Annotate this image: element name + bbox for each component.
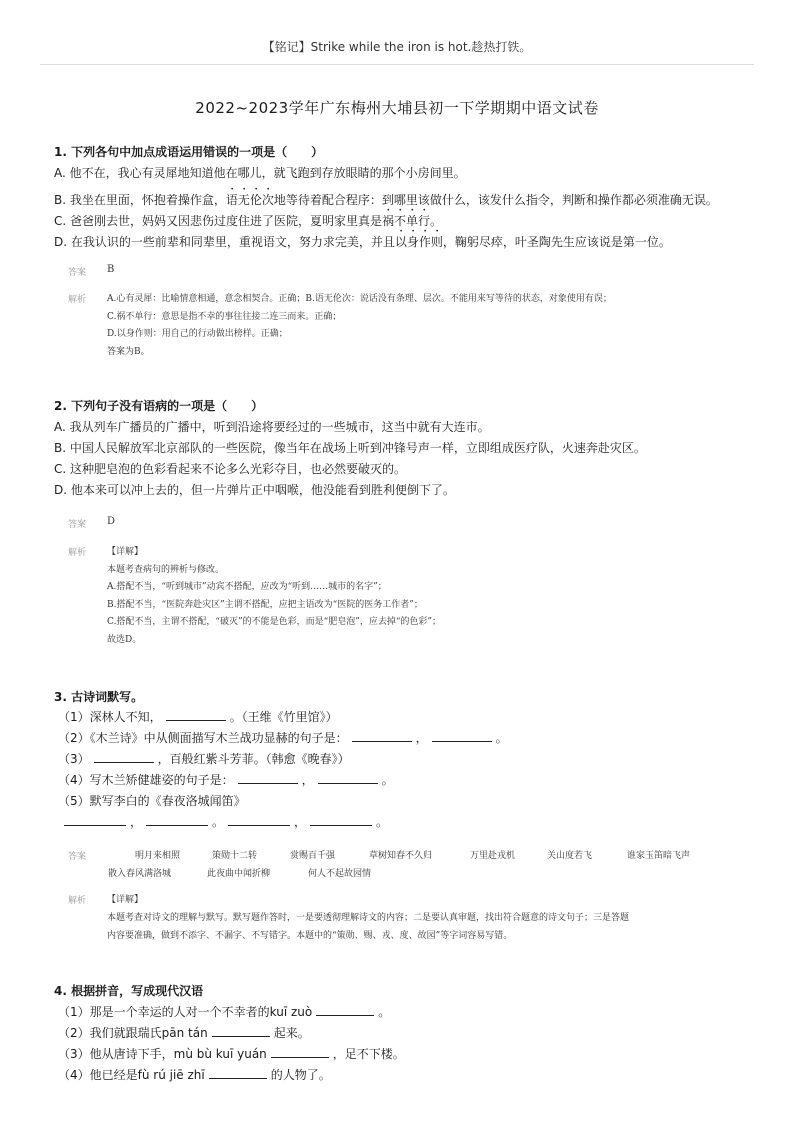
analysis-line: D.以身作则：用自己的行动做出榜样。正确； [107, 329, 288, 339]
question-2-option-c: C. 这种肥皂泡的色彩看起来不论多么光彩夺目，也必然要破灭的。 [54, 462, 407, 476]
answer-line: 谁家玉笛暗飞声 [627, 851, 691, 861]
option-text: 地等待着配合程序：到哪里该做什么，该发什么指令，判断和操作都必须准确无误。 [273, 193, 718, 207]
analysis-label: 解析 [68, 548, 87, 558]
answer-blank[interactable] [352, 730, 412, 742]
separator: 。 [212, 815, 225, 829]
option-text: C. 爸爸刚去世，妈妈又因悲伤过度住进了医院，夏明家里真是 [54, 214, 383, 228]
item-text: （2）《木兰诗》中从侧面描写木兰战功显赫的句子是： [58, 731, 348, 745]
question-1-stem: 1. 下列各句中加点成语运用错误的一项是（ ） [54, 145, 324, 159]
option-text: D. 在我认识的一些前辈和同辈里，重视语文，努力求完美，并且 [54, 235, 395, 249]
analysis-line: C.祸不单行：意思是指不幸的事往往接二连三而来。正确； [107, 312, 342, 322]
question-2-option-d: D. 他本来可以冲上去的，但一片弹片正中咽喉，他没能看到胜利便倒下了。 [54, 483, 455, 497]
question-2-option-a: A. 我从列车广播员的广播中，听到沿途将要经过的一些城市，这当中就有大连市。 [54, 420, 490, 434]
answer-blank[interactable] [271, 1046, 329, 1058]
answer-line: 草树知春不久归 [369, 851, 433, 861]
separator: ， [294, 815, 307, 829]
item-text: ，百般红紫斗芳菲。（韩愈《晚春》） [157, 752, 350, 766]
answer-line: 关山度若飞 [547, 851, 593, 861]
answer-line: 策勋十二转 [212, 851, 258, 861]
answer-blank[interactable] [318, 772, 378, 784]
answer-line: 明月来相照 [135, 851, 181, 861]
analysis-line: 答案为B。 [107, 347, 150, 357]
option-text: B. 我坐在里面，怀抱着操作盒， [54, 193, 226, 207]
question-4-item-4 [58, 1066, 331, 1083]
answer-label: 答案 [68, 852, 87, 862]
header-divider [40, 64, 754, 65]
answer-blank[interactable] [146, 814, 208, 826]
analysis-line: 【详解】 [107, 895, 144, 905]
question-3-item-4 [58, 771, 394, 788]
item-text: 的人物了。 [270, 1068, 331, 1082]
question-3-item-5-blanks [60, 813, 388, 830]
answer-blank[interactable] [64, 814, 126, 826]
answer-blank[interactable] [212, 1025, 270, 1037]
analysis-line: 内容要准确，做到不添字、不漏字、不写错字。本题中的“策勋、赐、戎、度、故园”等字词容易写错。 [107, 931, 513, 941]
page-header: 【铭记】Strike while the iron is hot.趁热打铁。 [262, 40, 532, 54]
question-4-item-1 [58, 1003, 390, 1020]
answer-value: B [107, 264, 115, 275]
answer-blank[interactable] [310, 814, 372, 826]
question-1-option-a [54, 164, 466, 181]
answer-line: 赏赐百千强 [290, 851, 336, 861]
item-text: ，足不下楼。 [332, 1047, 405, 1061]
answer-blank[interactable] [166, 709, 226, 721]
answer-line: 万里赴戎机 [470, 851, 516, 861]
item-text: （2）我们就跟瑞氏pān tán [58, 1026, 208, 1040]
question-3-item-5 [58, 792, 246, 809]
question-3-stem: 3. 古诗词默写。 [54, 690, 144, 704]
option-text: ，鞠躬尽瘁，叶圣陶先生应该说是第一位。 [442, 235, 671, 249]
question-3-item-3 [58, 750, 350, 767]
question-3-item-2 [58, 729, 508, 746]
answer-line: 此夜曲中闻折柳 [207, 869, 271, 879]
answer-blank[interactable] [209, 1067, 267, 1079]
question-2-option-b: B. 中国人民解放军北京部队的一些医院，像当年在战场上听到冲锋号声一样，立即组成医疗队，火速奔赴灾区。 [54, 441, 646, 455]
analysis-label: 解析 [68, 896, 87, 906]
item-text: 。 [381, 773, 394, 787]
dotted-idiom: 语无伦次 [225, 193, 274, 207]
analysis-line: A.搭配不当，“听到城市”动宾不搭配，应改为“听到……城市的名字”； [107, 582, 387, 592]
analysis-line: 【详解】 [107, 547, 144, 557]
item-text: ， [301, 773, 314, 787]
analysis-line: 本题考查病句的辨析与修改。 [107, 565, 225, 575]
separator: 。 [376, 815, 389, 829]
analysis-label: 解析 [68, 295, 87, 305]
item-text: （4）写木兰矫健雄姿的句子是： [58, 773, 234, 787]
analysis-line: C.搭配不当，主谓不搭配，“破灭”的不能是色彩，而是“肥皂泡”，应去掉“的色彩”； [107, 617, 442, 627]
answer-label: 答案 [68, 268, 87, 278]
page-title: 2022~2023学年广东梅州大埔县初一下学期期中语文试卷 [195, 99, 599, 117]
item-text: 起来。 [273, 1026, 310, 1040]
question-3-item-1 [58, 708, 338, 725]
item-text: ， [415, 731, 428, 745]
question-4-item-3 [58, 1045, 405, 1062]
item-text: （3） [58, 752, 90, 766]
item-text: （5）默写李白的《春夜洛城闻笛》 [58, 794, 246, 808]
option-text: A. 他不在，我心有灵犀地知道他在哪儿，就飞跑到存放眼睛的那个小房间里。 [54, 166, 466, 180]
question-1-option-c [54, 207, 442, 229]
question-1-option-d [54, 228, 671, 250]
answer-blank[interactable] [432, 730, 492, 742]
question-1-option-b [54, 186, 718, 208]
item-text: 。 [378, 1005, 391, 1019]
item-text: 。 [495, 731, 508, 745]
dotted-idiom: 祸不单行 [382, 214, 431, 228]
analysis-line: B.搭配不当，“医院奔赴灾区”主谓不搭配，应把主语改为“医院的医务工作者”； [107, 600, 423, 610]
item-text: （3）他从唐诗下手，mù bù kuī yuán [58, 1047, 267, 1061]
question-2-stem: 2. 下列句子没有语病的一项是（ ） [54, 399, 264, 413]
question-4-item-2 [58, 1024, 310, 1041]
item-text: （4）他已经是fù rú jiē zhī [58, 1068, 205, 1082]
item-text: （1）那是一个幸运的人对一个不幸者的kuī zuò [58, 1005, 313, 1019]
answer-blank[interactable] [228, 814, 290, 826]
analysis-line: 故选D。 [107, 635, 142, 645]
item-text: 。（王维《竹里馆》） [229, 710, 338, 724]
answer-line: 散入春风满洛城 [108, 869, 172, 879]
answer-value: D [107, 516, 116, 527]
dotted-idiom: 以身作则 [394, 235, 443, 249]
answer-line: 何人不起故园情 [308, 869, 372, 879]
answer-blank[interactable] [238, 772, 298, 784]
option-text: 。 [430, 214, 443, 228]
answer-blank[interactable] [316, 1004, 374, 1016]
question-4-stem: 4. 根据拼音，写成现代汉语 [54, 984, 204, 998]
analysis-line: A.心有灵犀：比喻情意相通，意念相契合。正确；B.语无伦次：说话没有条理、层次。不能用来写等待的状态，对象使用有误； [107, 294, 612, 304]
item-text: （1）深林人不知， [58, 710, 162, 724]
answer-label: 答案 [68, 520, 87, 530]
separator: ， [130, 815, 143, 829]
analysis-line: 本题考查对诗文的理解与默写。默写题作答时，一是要透彻理解诗文的内容；二是要认真审题，找出符合题意的诗文句子；三是答题 [107, 913, 630, 923]
answer-blank[interactable] [94, 751, 154, 763]
